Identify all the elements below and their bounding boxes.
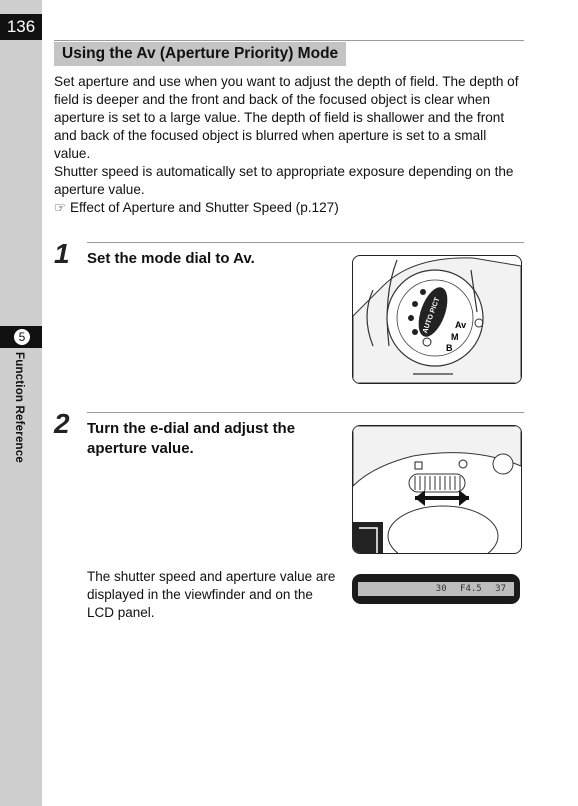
chapter-title: Function Reference [13,352,25,463]
dial-label-auto: AUTO PICT [421,296,442,335]
page-number: 136 [0,14,42,40]
lcd-shutter-value: 30 [435,584,447,594]
lcd-panel-illustration [352,574,520,604]
section-header [54,40,524,67]
intro-paragraph: Set aperture and use when you want to adjust the depth of field. The depth of field is deeper and the front and back of the focused object is clear when aperture is set to a large value. The depth of field is shallower and the front and back of the focused object is blurred when aperture is set to a small value. [54,74,519,161]
chapter-badge [0,326,42,348]
step-instruction: Set the mode dial to Av. [87,250,255,267]
dial-label-av: Av [455,320,467,330]
step-divider [87,412,524,413]
e-dial-illustration [352,425,522,554]
lcd-readout [358,582,514,596]
dial-label-b: B [446,343,453,353]
lcd-frame-count: 37 [495,584,506,594]
step-note: The shutter speed and aperture value are displayed in the viewfinder and on the LCD panel. [87,569,336,620]
cross-reference-link[interactable]: ☞ Effect of Aperture and Shutter Speed (p.127) [54,200,339,215]
step-number: 1 [54,238,70,269]
dial-label-m: M [451,332,459,342]
mode-dial-drawing [353,256,521,383]
section-title: Using the Av (Aperture Priority) Mode [54,42,346,66]
step-number: 2 [54,408,70,439]
e-dial-drawing [353,426,521,553]
intro-text [54,73,524,217]
intro-paragraph: Shutter speed is automatically set to appropriate exposure depending on the aperture value. [54,164,514,197]
step-instruction: Turn the e-dial and adjust the aperture value. [87,420,296,457]
chapter-number: 5 [14,329,30,345]
step-divider [87,242,524,243]
lcd-aperture-value: F4.5 [460,584,482,594]
mode-dial-illustration [352,255,522,384]
